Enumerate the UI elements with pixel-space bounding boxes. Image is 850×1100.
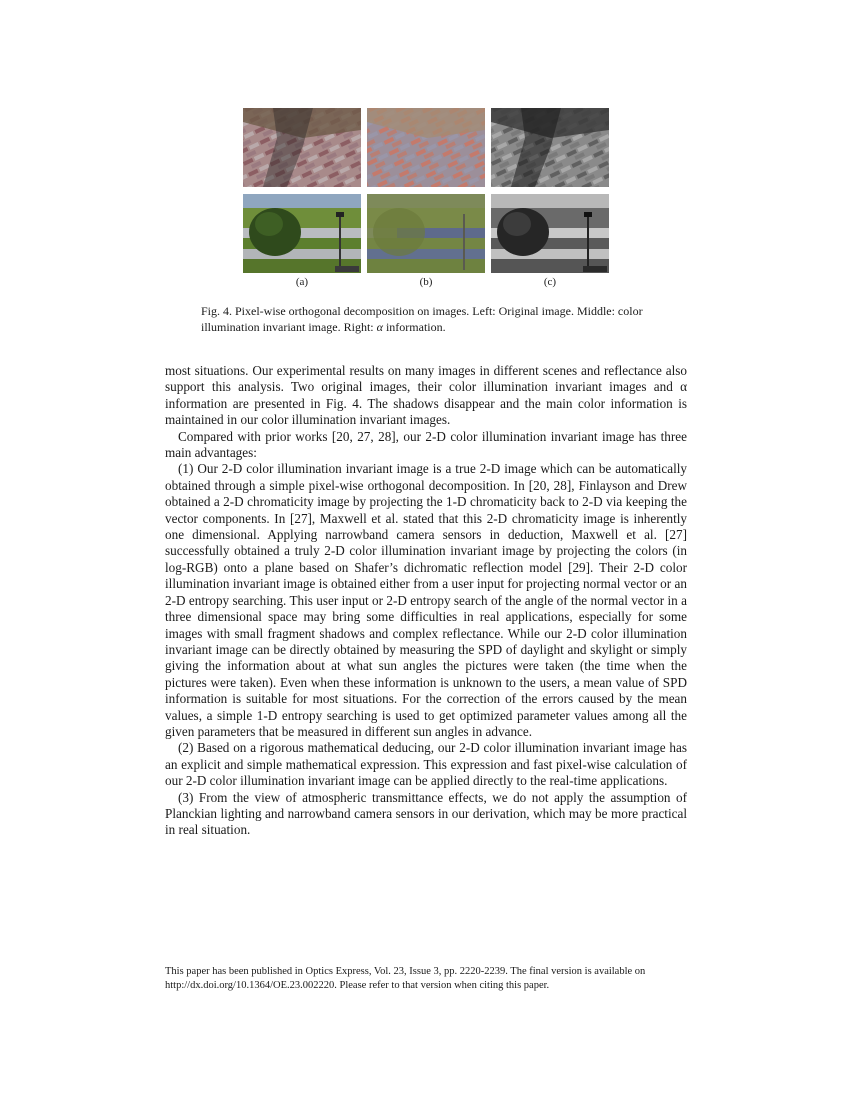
panel-b-pavement-invariant	[367, 108, 485, 187]
panel-b-tree-invariant	[367, 194, 485, 273]
publication-footnote	[165, 965, 705, 992]
subfigure-label-b: (b)	[419, 276, 433, 288]
paragraph-advantage-2: (2) Based on a rigorous mathematical deducing, our 2-D color illumination invariant image has an explicit and simple mathematical expression. This expression and fast pixel-wise calculation of our 2-D color illumination invariant image can be applied directly to the real-time applications.	[165, 740, 687, 789]
panel-c-pavement-alpha	[491, 108, 609, 187]
body-text	[165, 363, 687, 839]
figure-caption	[201, 304, 661, 335]
panel-c-tree-alpha	[491, 194, 609, 273]
paragraph-continuation: most situations. Our experimental results on many images in different scenes and reflectance also support this analysis. Two original images, their color illumination invariant images and α information are presented in Fig. 4. The shadows disappear and the main color information is maintained in our color illumination invariant images.	[165, 363, 687, 428]
paragraph-advantage-1: (1) Our 2-D color illumination invariant image is a true 2-D image which can be automatically obtained through a simple pixel-wise orthogonal decomposition. In [20, 28], Finlayson and Drew obtained a 2-D chromaticity image by projecting the 1-D chromaticity back to 2-D via keeping the vector components. In [27], Maxwell et al. stated that this 2-D chromaticity image is inherently one dimensional. Applying narrowband camera sensors in deduction, Maxwell et al. [27] successfully obtained a truly 2-D color illumination invariant image by projecting the colors (in log-RGB) onto a plane based on Shafer’s dichromatic reflection model [29]. Their 2-D color illumination invariant image is obtained either from a user input for projecting normal vector or an 2-D entropy searching. This user input or 2-D entropy search of the angle of the normal vector in a three dimensional space may bring some difficulties in real applications, especially for some images with small fragment shadows and complex reflectance. While our 2-D color illumination invariant image can be directly obtained by measuring the SPD of daylight and skylight or simply giving the information about at what sun angles the pictures were taken (the time when the pictures were taken). Even when these information is unknown to the users, a mean value of SPD information is suitable for most situations. For the correction of the errors caused by the mean values, a simple 1-D entropy searching is used to get optimized parameter values among all the given parameters that be measured in different sun angles in advance.	[165, 461, 687, 739]
footnote-line-2: http://dx.doi.org/10.1364/OE.23.002220. Please refer to that version when citing this paper.	[165, 979, 550, 991]
caption-text: Fig. 4. Pixel-wise orthogonal decomposition on images. Left: Original image. Middle: color illumination invariant image. Right:	[201, 304, 643, 334]
footnote-line-1: This paper has been published in Optics Express, Vol. 23, Issue 3, pp. 2220-2239. The final version is available on	[165, 966, 646, 977]
panel-a-pavement-original	[243, 108, 361, 187]
subfigure-label-a: (a)	[295, 276, 309, 288]
paragraph-advantages-intro: Compared with prior works [20, 27, 28], our 2-D color illumination invariant image has three main advantages:	[165, 428, 687, 461]
caption-tail: information.	[382, 319, 446, 334]
caption-alpha-symbol: α	[376, 319, 383, 334]
panel-a-tree-original	[243, 194, 361, 273]
subfigure-label-c: (c)	[543, 276, 557, 288]
paragraph-advantage-3: (3) From the view of atmospheric transmittance effects, we do not apply the assumption of Planckian lighting and narrowband camera sensors in our derivation, which may be more practical in real situation.	[165, 789, 687, 838]
figure-4	[243, 108, 610, 288]
